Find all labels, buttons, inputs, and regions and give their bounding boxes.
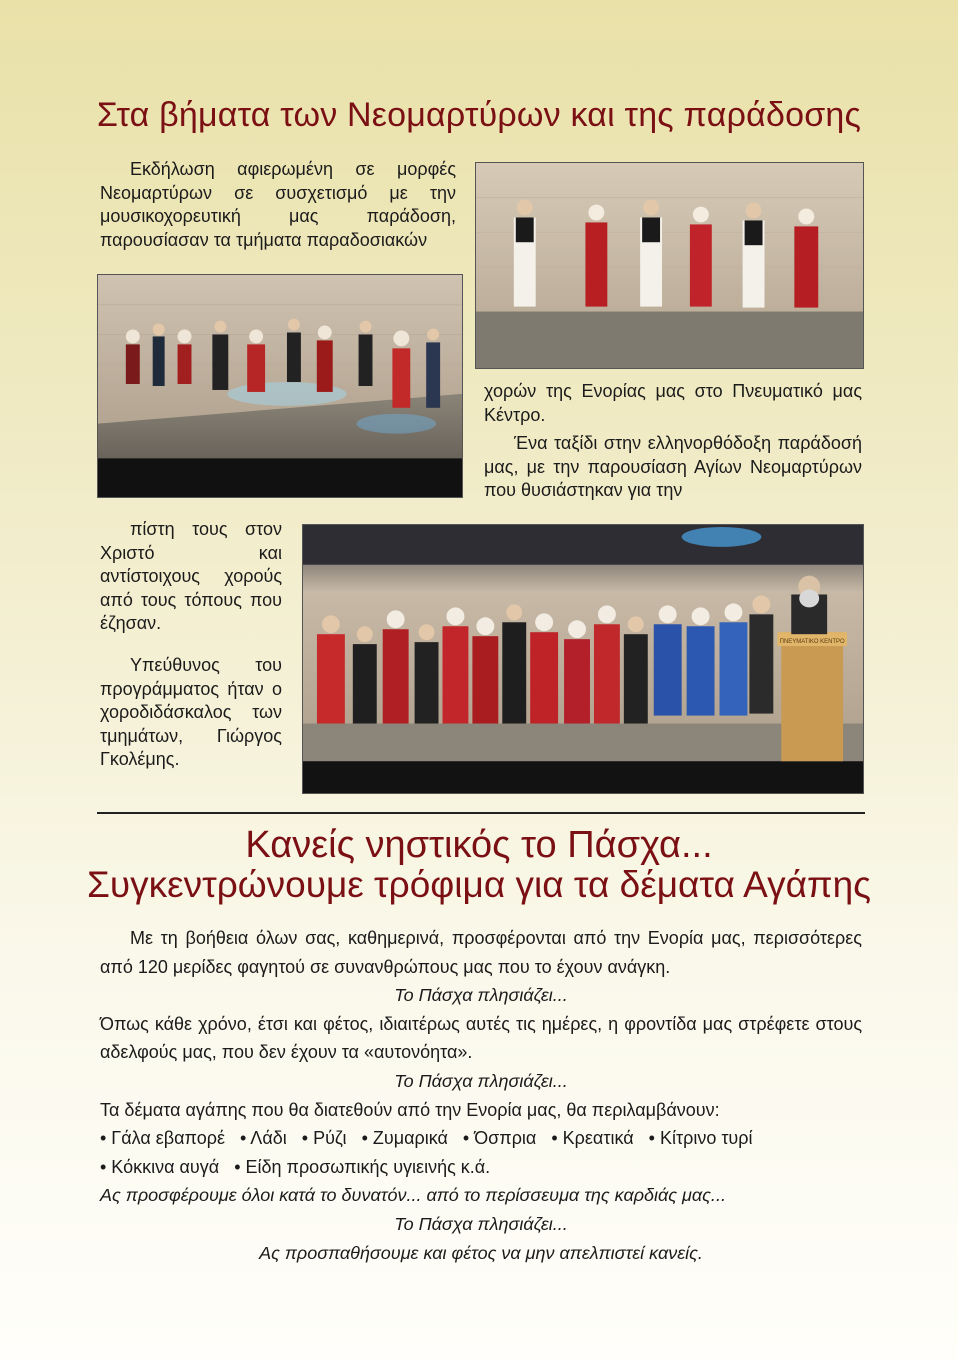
refrain: Το Πάσχα πλησιάζει... [394, 985, 568, 1006]
items-list [100, 1153, 862, 1182]
photo-group-stage [302, 524, 864, 794]
article-title-line1: Κανείς νηστικός το Πάσχα... [245, 824, 713, 866]
photo-adults-dancing [475, 162, 864, 369]
list-item: • Όσπρια [462, 1128, 537, 1149]
list-item: • Λάδι [240, 1128, 287, 1149]
article-paragraph: πίστη τους στον Χριστό και αντίστοιχους χορούς από τους τόπους που έζησαν. [100, 519, 282, 634]
article-paragraph: Ένα ταξίδι στην ελληνορθόδοξη παράδοσή μας, με την παρουσίαση Αγίων Νεομαρτύρων που θυσιάστηκαν για την [484, 433, 862, 501]
list-item: • Κρεατικά [551, 1128, 634, 1149]
list-item: • Γάλα εβαπορέ [100, 1128, 225, 1149]
article-title: Στα βήματα των Νεομαρτύρων και της παράδοσης [96, 96, 862, 134]
article-paragraph: Υπεύθυνος του προγράμματος ήταν ο χοροδιδάσκαλος των τμημάτων, Γιώργος Γκολέμης. [100, 655, 282, 770]
article-paragraph: Τα δέματα αγάπης που θα διατεθούν από την Ενορία μας, θα περιλαμβάνουν: [100, 1099, 720, 1120]
article-paragraph: Εκδήλωση αφιερωμένη σε μορφές Νεομαρτύρων σε συσχετισμό με την μουσικοχορευτική μας παράδοση, παρουσίασαν τα τμήματα παραδοσιακών [100, 159, 456, 250]
refrain: Το Πάσχα πλησιάζει... [394, 1070, 568, 1091]
list-item: • Ρύζι [301, 1128, 347, 1149]
list-item: • Ζυμαρικά [361, 1128, 448, 1149]
items-list [100, 1124, 862, 1153]
article-paragraph: Ας προσφέρουμε όλοι κατά το δυνατόν... από το περίσσευμα της καρδιάς μας... [100, 1185, 726, 1206]
section-divider [97, 812, 865, 814]
list-item: • Είδη προσωπικής υγιεινής κ.ά. [234, 1156, 491, 1177]
article-body [100, 924, 862, 1267]
list-item: • Κίτρινο τυρί [648, 1128, 753, 1149]
article-title-line2: Συγκεντρώνουμε τρόφιμα για τα δέματα Αγάπης [86, 864, 871, 905]
article-paragraph: Όπως κάθε χρόνο, έτσι και φέτος, ιδιαιτέρως αυτές τις ημέρες, η φροντίδα μας στρέφετε στους αδελφούς μας, που δεν έχουν τα «αυτονόητα». [100, 1013, 862, 1063]
stage-sign-text: ΠΝΕΥΜΑΤΙΚΟ ΚΕΝΤΡΟ [779, 639, 845, 646]
article-paragraph: χορών της Ενορίας μας στο Πνευματικό μας Κέντρο. [484, 381, 862, 425]
photo-children-dancing [97, 274, 463, 498]
refrain: Το Πάσχα πλησιάζει... [394, 1213, 568, 1234]
closing-line: Ας προσπαθήσουμε και φέτος να μην απελπιστεί κανείς. [259, 1242, 703, 1263]
article-paragraph: Με τη βοήθεια όλων σας, καθημερινά, προσφέρονται από την Ενορία μας, περισσότερες από 120 μερίδες φαγητού σε συνανθρώπους μας που το έχουν ανάγκη. [100, 928, 862, 977]
list-item: • Κόκκινα αυγά [100, 1156, 220, 1177]
